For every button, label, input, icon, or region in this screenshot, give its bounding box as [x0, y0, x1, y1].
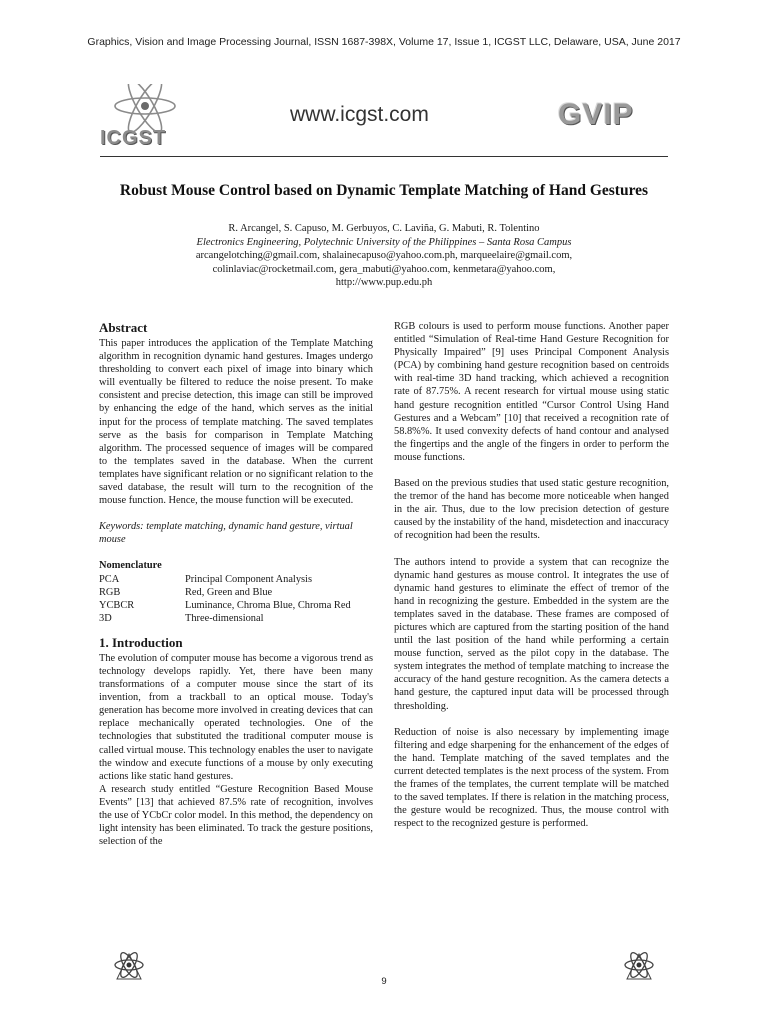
author-emails-line-1: arcangelotching@gmail.com, shalainecapuso@yahoo.com.ph, marqueelaire@gmail.com, — [195, 250, 573, 261]
nomenclature-abbr: PCA — [99, 573, 120, 585]
atom-emblem-icon — [100, 84, 190, 132]
abstract-heading: Abstract — [99, 320, 148, 335]
institution-url: http://www.pup.edu.ph — [335, 277, 433, 288]
page-number: 9 — [381, 976, 387, 987]
author-affiliation: Electronics Engineering, Polytechnic University of the Philippines – Santa Rosa Campus — [196, 236, 572, 248]
gvip-logo: GVIP — [558, 98, 634, 131]
author-emails-line-2: colinlaviac@rocketmail.com, gera_mabuti@yahoo.com, kenmetara@yahoo.com, — [212, 263, 556, 275]
introduction-heading: 1. Introduction — [99, 634, 183, 650]
nomenclature-heading: Nomenclature — [99, 560, 162, 572]
left-column — [99, 320, 373, 848]
right-paragraph-1: RGB colours is used to perform mouse functions. Another paper entitled “Simulation of Real-time Hand Gesture Recognition for Physically Impaired” [9] uses Principal Component Analysis (PCA) by combining hand gesture recognition based on centroids with real-time 3D hand tracking, which achieved a recognition rate of 87.75%. A recent research for virtual mouse using static hand gesture recognition entitled “Cursor Control Using Hand Gestures and a Webcam” [10] that received a recognition rate of 58.8%%. It used convexity defects of hand contour and analysed the fingertips and the angle of the fingers in order to perform the mouse functions. — [394, 321, 669, 463]
icgst-logo-text: ICGST — [100, 127, 167, 149]
atom-emblem-icon — [622, 948, 656, 982]
right-column — [394, 320, 669, 830]
right-paragraph-2: Based on the previous studies that used static gesture recognition, the tremor of the hand has become more noticeable when hanged in the air. Thus, due to the low precision detection of gesture caused by the instability of the hand, misdetection and inaccuracy of recognition had been the results. — [394, 478, 669, 542]
nomenclature-meaning: Luminance, Chroma Blue, Chroma Red — [185, 599, 351, 611]
author-block — [120, 222, 648, 290]
header-divider — [100, 156, 668, 157]
introduction-paragraph-2: A research study entitled “Gesture Recognition Based Mouse Events” [13] that achieved 87.5% rate of recognition, involves the use of YCbCr color model. In this method, the dependency on light intensity has been eliminated. To track the gesture positions, selection of the — [99, 783, 373, 848]
icgst-logo — [100, 84, 190, 150]
website-url: www.icgst.com — [290, 103, 429, 126]
nomenclature-meaning: Red, Green and Blue — [185, 586, 273, 598]
nomenclature-row — [99, 586, 351, 599]
abstract-text: This paper introduces the application of the Template Matching algorithm in recognition dynamic hand gestures. Images undergo thresholding to convert each pixel of image into binary which will eventually be filtered to reduce the noise present. To make consistent and precise detection, this image can still be improved by enhancing the edge of the hand, which serves as the initial input for the process of template matching. The saved templates serve as the basis for comparison in Template Matching algorithm. The processed sequence of images will be compared to the templates saved in the database. When the current templates have significant relation or no significant relation to the saved database, the result will turn to the recognition of the mouse function. Hence, the mouse function will be executed. — [99, 338, 373, 507]
right-paragraph-4: Reduction of noise is also necessary by implementing image filtering and edge sharpening for the enhancement of the edges of the hand. Template matching of the saved templates and the current detected templates is the next process of the system. From the frames of the templates, the current template will be matched to the saved templates. If there is relation in the matching process, the gesture would be recognized. Thus, the mouse control with respect to the recognized gesture is performed. — [394, 726, 669, 830]
nomenclature-meaning: Principal Component Analysis — [185, 573, 312, 585]
keywords: Keywords: template matching, dynamic hand gesture, virtual mouse — [99, 521, 353, 546]
nomenclature-abbr: YCBCR — [99, 599, 135, 611]
introduction-paragraph-1: The evolution of computer mouse has become a vigorous trend as technology develops rapidly. Yet, there have been many transformations of a computer mouse since the start of its invention, from a trackball to an optical mouse. Today's generation has become more involved in creating devices that can replace mechanically operated technologies. One of the technologies that substituted the traditional computer mouse is called virtual mouse. This technology enables the user to navigate the window and execute functions of a mouse by only executing actions like static hand gestures. — [99, 652, 373, 782]
nomenclature-table — [99, 573, 351, 625]
right-paragraph-3: The authors intend to provide a system that can recognize the dynamic hand gestures as mouse control. It integrates the use of dynamic hand gestures to eliminate the effect of tremor of the hand in recognizing the gesture. Embedded in the system are the templates saved in the database. These frames are composed of pictures which are captured from the starting position of the hand until the last position of the hand while performing a certain mouse function, served as the pilot copy in the database. The system integrates the method of template matching to increase the accuracy of the hand gesture recognition. As the camera detects a hand gesture, the captured input data will be processed through thresholding. — [394, 556, 669, 712]
nomenclature-abbr: 3D — [99, 612, 112, 624]
author-names: R. Arcangel, S. Capuso, M. Gerbuyos, C. Laviña, G. Mabuti, R. Tolentino — [228, 223, 540, 234]
nomenclature-abbr: RGB — [99, 586, 121, 598]
nomenclature-meaning: Three-dimensional — [185, 612, 264, 624]
paper-title: Robust Mouse Control based on Dynamic Template Matching of Hand Gestures — [119, 182, 649, 199]
nomenclature-row — [99, 573, 351, 586]
nomenclature-row — [99, 599, 351, 612]
journal-header-line: Graphics, Vision and Image Processing Journal, ISSN 1687-398X, Volume 17, Issue 1, ICGST LLC, Delaware, USA, June 2017 — [87, 36, 681, 48]
nomenclature-row — [99, 612, 351, 625]
